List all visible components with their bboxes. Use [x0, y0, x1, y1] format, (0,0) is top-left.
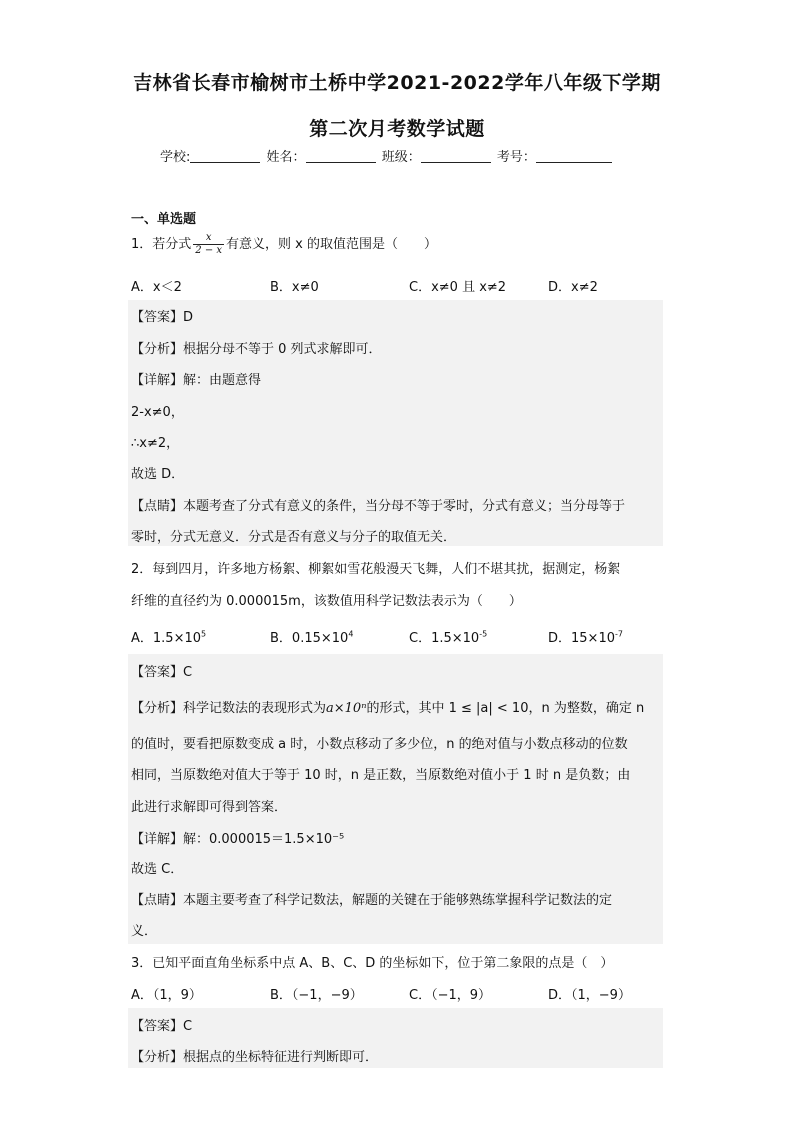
q2-option-c-base: C．1.5×10 [409, 631, 480, 646]
page-title-line1: 吉林省长春市榆树市土桥中学2021-2022学年八年级下学期 [133, 72, 661, 94]
q2-comment-line1: 【点睛】本题主要考查了科学记数法，解题的关键在于能够熟练掌握科学记数法的定 [131, 893, 613, 908]
q2-option-c [409, 627, 487, 646]
q2-option-c-exp: -5 [479, 629, 488, 639]
q3-option-b: B．（−1，−9） [270, 988, 363, 1003]
q2-detail: 【详解】解：0.000015＝1.5×10⁻⁵ [131, 832, 345, 847]
q3-answer: 【答案】C [131, 1019, 193, 1034]
q1-option-a: A．x＜2 [131, 280, 182, 295]
q1-choose: 故选 D． [131, 467, 185, 482]
q2-stem-line2: 纤维的直径约为 0.000015m，该数值用科学记数法表示为（ ） [131, 594, 522, 609]
exam-no-blank [536, 150, 612, 163]
q1-frac-numerator: x [193, 232, 224, 245]
q2-analysis-line1 [131, 697, 644, 716]
q2-analysis-line2: 的值时，要看把原数变成 a 时，小数点移动了多少位，n 的绝对值与小数点移动的位数 [131, 737, 628, 752]
q2-analysis-line3: 相同，当原数绝对值大于等于 10 时，n 是正数，当原数绝对值小于 1 时 n 是负数；由 [131, 768, 631, 783]
name-label: 姓名： [266, 150, 306, 165]
class-label: 班级： [381, 150, 421, 165]
exam-no-label: 考号： [496, 150, 536, 165]
question-1-stem [131, 232, 437, 257]
q2-analysis1-formula: a×10ⁿ [326, 701, 367, 716]
q1-option-b: B．x≠0 [270, 280, 319, 295]
q1-option-c: C．x≠0 且 x≠2 [409, 280, 507, 295]
q2-option-b-base: B．0.15×10 [270, 631, 349, 646]
q2-option-d-base: D．15×10 [548, 631, 615, 646]
q2-option-a-base: A．1.5×10 [131, 631, 202, 646]
q2-option-a-exp: 5 [201, 629, 207, 639]
q2-option-d [548, 627, 623, 646]
q2-option-a [131, 627, 206, 646]
q1-step2: ∴x≠2， [131, 436, 180, 451]
q2-analysis-line4: 此进行求解即可得到答案． [131, 800, 288, 815]
section-heading: 一、单选题 [131, 212, 197, 227]
student-info-line [160, 146, 614, 165]
q2-option-b-exp: 4 [348, 629, 354, 639]
q1-fraction [193, 232, 224, 257]
q3-option-c: C．（−1，9） [409, 988, 492, 1003]
name-blank [306, 150, 376, 163]
q1-frac-denominator: 2 − x [195, 245, 223, 256]
q2-choose: 故选 C． [131, 862, 184, 877]
q1-comment-line1: 【点睛】本题考查了分式有意义的条件，当分母不等于零时，分式有意义；当分母等于 [131, 499, 626, 514]
q3-option-d: D．（1，−9） [548, 988, 631, 1003]
q2-answer: 【答案】C [131, 665, 193, 680]
class-blank [421, 150, 491, 163]
q2-stem-line1: 2．每到四月，许多地方杨絮、柳絮如雪花般漫天飞舞，人们不堪其扰，据测定，杨絮 [131, 562, 621, 577]
q2-option-b [270, 627, 353, 646]
q3-option-a: A．（1，9） [131, 988, 202, 1003]
page-title-line2: 第二次月考数学试题 [309, 118, 485, 140]
q1-prefix: 1．若分式 [131, 237, 192, 252]
q2-analysis1-a: 【分析】科学记数法的表现形式为 [131, 701, 327, 716]
q2-comment-line2: 义． [131, 924, 158, 939]
q1-answer: 【答案】D [131, 310, 194, 325]
q2-option-d-exp: -7 [615, 629, 623, 639]
q1-step1: 2-x≠0， [131, 405, 184, 420]
q1-suffix: 有意义，则 x 的取值范围是（ ） [226, 237, 437, 252]
q2-analysis1-b: 的形式，其中 1 ≤ |a| < 10，n 为整数，确定 n [366, 701, 645, 716]
q1-detail: 【详解】解：由题意得 [131, 373, 262, 388]
school-blank [190, 150, 260, 163]
q1-analysis: 【分析】根据分母不等于 0 列式求解即可． [131, 342, 382, 357]
q1-option-d: D．x≠2 [548, 280, 598, 295]
q3-analysis: 【分析】根据点的坐标特征进行判断即可． [131, 1050, 379, 1065]
q1-comment-line2: 零时，分式无意义．分式是否有意义与分子的取值无关． [131, 530, 457, 545]
q3-stem: 3．已知平面直角坐标系中点 A、B、C、D 的坐标如下，位于第二象限的点是（ ） [131, 956, 614, 971]
school-label: 学校: [160, 150, 191, 165]
